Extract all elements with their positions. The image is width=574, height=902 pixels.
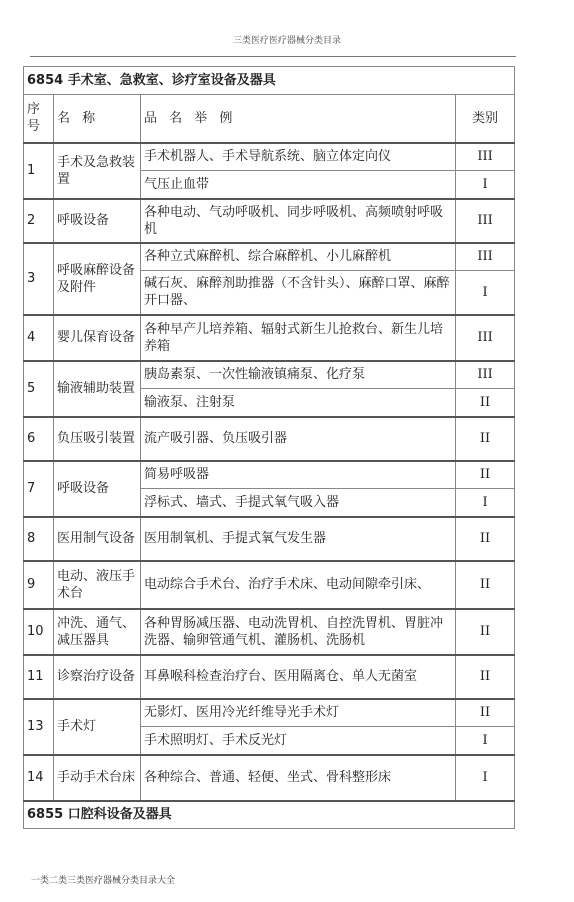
row-name: 输液辅助装置 — [54, 361, 141, 417]
row-examples: 简易呼吸器 — [141, 461, 456, 489]
row-class: II — [456, 609, 515, 655]
row-number: 7 — [24, 461, 54, 517]
row-class: II — [456, 517, 515, 561]
row-class: III — [456, 243, 515, 271]
row-class: II — [456, 699, 515, 727]
row-name: 呼吸设备 — [54, 461, 141, 517]
section-name: 手术室、急救室、诊疗室设备及器具 — [67, 73, 276, 88]
row-number: 11 — [24, 655, 54, 699]
row-class: II — [456, 561, 515, 609]
section-header-row — [24, 67, 515, 95]
row-name: 诊察治疗设备 — [54, 655, 141, 699]
row-class: III — [456, 143, 515, 171]
row-examples: 耳鼻喉科检查治疗台、医用隔离仓、单人无菌室 — [141, 655, 456, 699]
row-class: III — [456, 199, 515, 243]
row-examples: 手术照明灯、手术反光灯 — [141, 727, 456, 755]
table-row — [24, 199, 515, 243]
row-number: 2 — [24, 199, 54, 243]
row-number: 9 — [24, 561, 54, 609]
row-examples: 浮标式、墙式、手提式氧气吸入器 — [141, 489, 456, 517]
table-row — [24, 143, 515, 171]
row-examples: 碱石灰、麻醉剂助推器（不含针头）、麻醉口罩、麻醉开口器、 — [141, 271, 456, 315]
row-name: 负压吸引装置 — [54, 417, 141, 461]
table-row — [24, 461, 515, 489]
row-number: 3 — [24, 243, 54, 315]
column-header-examples: 品 名 举 例 — [141, 95, 456, 143]
row-examples: 各种早产儿培养箱、辐射式新生儿抢救台、新生儿培养箱 — [141, 315, 456, 361]
row-number: 5 — [24, 361, 54, 417]
row-name: 婴儿保育设备 — [54, 315, 141, 361]
row-examples: 各种电动、气动呼吸机、同步呼吸机、高频喷射呼吸机 — [141, 199, 456, 243]
table-row — [24, 243, 515, 271]
row-number: 1 — [24, 143, 54, 199]
row-examples: 手术机器人、手术导航系统、脑立体定向仪 — [141, 143, 456, 171]
row-class: I — [456, 755, 515, 801]
section-code: 6854 — [27, 73, 64, 88]
row-examples: 胰岛素泵、一次性输液镇痛泵、化疗泵 — [141, 361, 456, 389]
row-examples: 无影灯、医用冷光纤维导光手术灯 — [141, 699, 456, 727]
row-class: I — [456, 171, 515, 199]
column-header-name: 名 称 — [54, 95, 141, 143]
table-row — [24, 755, 515, 801]
row-name: 电动、液压手术台 — [54, 561, 141, 609]
row-name: 冲洗、通气、减压器具 — [54, 609, 141, 655]
row-number: 6 — [24, 417, 54, 461]
row-number: 10 — [24, 609, 54, 655]
row-examples: 输液泵、注射泵 — [141, 389, 456, 417]
row-class: II — [456, 417, 515, 461]
row-name: 呼吸设备 — [54, 199, 141, 243]
page-footer: 一类二类三类医疗器械分类目录大全 — [31, 876, 176, 886]
row-examples: 流产吸引器、负压吸引器 — [141, 417, 456, 461]
row-class: II — [456, 389, 515, 417]
row-class: I — [456, 271, 515, 315]
page-header: 三类医疗医疗器械分类目录 — [232, 36, 341, 46]
table-row — [24, 361, 515, 389]
section-name: 口腔科设备及器具 — [67, 807, 172, 823]
row-number: 4 — [24, 315, 54, 361]
table-row — [24, 417, 515, 461]
row-name: 医用制气设备 — [54, 517, 141, 561]
row-name: 呼吸麻醉设备及附件 — [54, 243, 141, 315]
row-class: I — [456, 727, 515, 755]
device-catalog-table — [23, 66, 515, 829]
section-header-row — [24, 801, 515, 829]
row-class: II — [456, 655, 515, 699]
row-name: 手术及急救装置 — [54, 143, 141, 199]
section-title — [24, 801, 515, 829]
row-class: III — [456, 315, 515, 361]
table-row — [24, 315, 515, 361]
row-examples: 各种胃肠减压器、电动洗胃机、自控洗胃机、胃脏冲洗器、输卵管通气机、灌肠机、洗肠机 — [141, 609, 456, 655]
row-class: III — [456, 361, 515, 389]
row-number: 14 — [24, 755, 54, 801]
table-row — [24, 561, 515, 609]
table-row — [24, 699, 515, 727]
row-number: 13 — [24, 699, 54, 755]
row-name: 手动手术台床 — [54, 755, 141, 801]
row-number: 8 — [24, 517, 54, 561]
section-title — [24, 67, 515, 95]
column-header-num: 序号 — [24, 95, 54, 143]
column-header-class: 类别 — [456, 95, 515, 143]
table-row — [24, 517, 515, 561]
row-examples: 电动综合手术台、治疗手术床、电动间隙牵引床、 — [141, 561, 456, 609]
header-divider — [30, 56, 516, 57]
table-row — [24, 655, 515, 699]
row-examples: 气压止血带 — [141, 171, 456, 199]
column-header-row — [24, 95, 515, 143]
row-examples: 医用制氧机、手提式氧气发生器 — [141, 517, 456, 561]
row-class: I — [456, 489, 515, 517]
row-examples: 各种综合、普通、轻便、坐式、骨科整形床 — [141, 755, 456, 801]
row-class: II — [456, 461, 515, 489]
section-code: 6855 — [27, 807, 64, 823]
row-examples: 各种立式麻醉机、综合麻醉机、小儿麻醉机 — [141, 243, 456, 271]
table-row — [24, 609, 515, 655]
row-name: 手术灯 — [54, 699, 141, 755]
